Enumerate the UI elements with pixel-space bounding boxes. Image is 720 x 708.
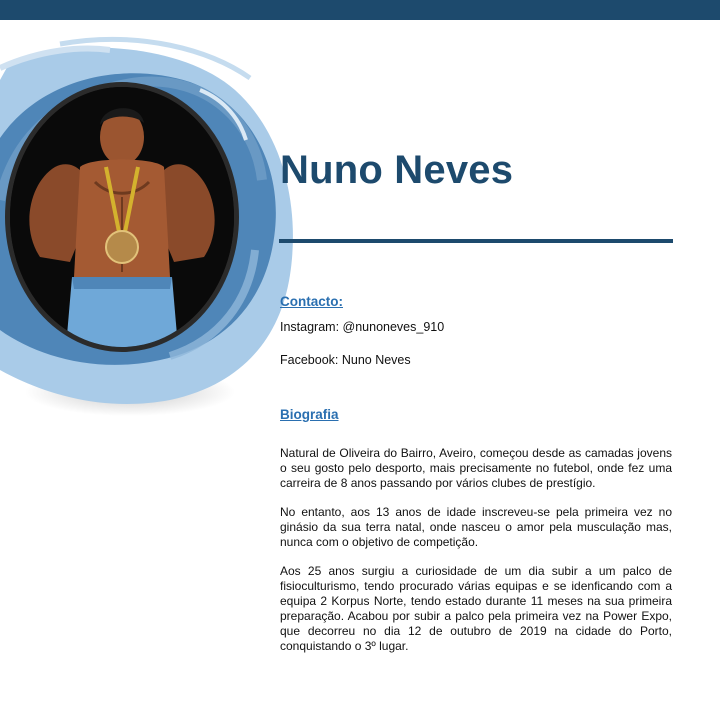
contact-heading: Contacto: (280, 294, 343, 309)
biography-paragraph-2: No entanto, aos 13 anos de idade inscreveu-se pela primeira vez no ginásio da sua terra natal, onde nasceu o amor pela musculação mas, nunca com o objetivo de competição. (280, 505, 672, 549)
facebook-contact: Facebook: Nuno Neves (280, 353, 411, 367)
athlete-name-title: Nuno Neves (280, 148, 514, 192)
title-underline-rule (279, 239, 673, 243)
athlete-profile-photo (5, 82, 239, 352)
biography-heading: Biografia (280, 407, 339, 422)
biography-paragraph-1: Natural de Oliveira do Bairro, Aveiro, começou desde as camadas jovens o seu gosto pelo desporto, mais precisamente no futebol, onde fez uma carreira de 8 anos passando por vários clubes de prestígio. (280, 446, 672, 490)
athlete-photo-illustration (10, 87, 234, 347)
instagram-contact: Instagram: @nunoneves_910 (280, 320, 445, 334)
biography-paragraph-3: Aos 25 anos surgiu a curiosidade de um dia subir a um palco de fisioculturismo, tendo procurado várias equipas e se idenficando com a equipa 2 Korpus Norte, tendo estado durante 11 meses na sua primeira preparação. Acabou por subir a palco pela primeira vez na Power Expo, que decorreu no dia 12 de outubro de 2019 na cidade do Porto, conquistando o 3º lugar. (280, 564, 672, 653)
top-header-bar (0, 0, 720, 20)
